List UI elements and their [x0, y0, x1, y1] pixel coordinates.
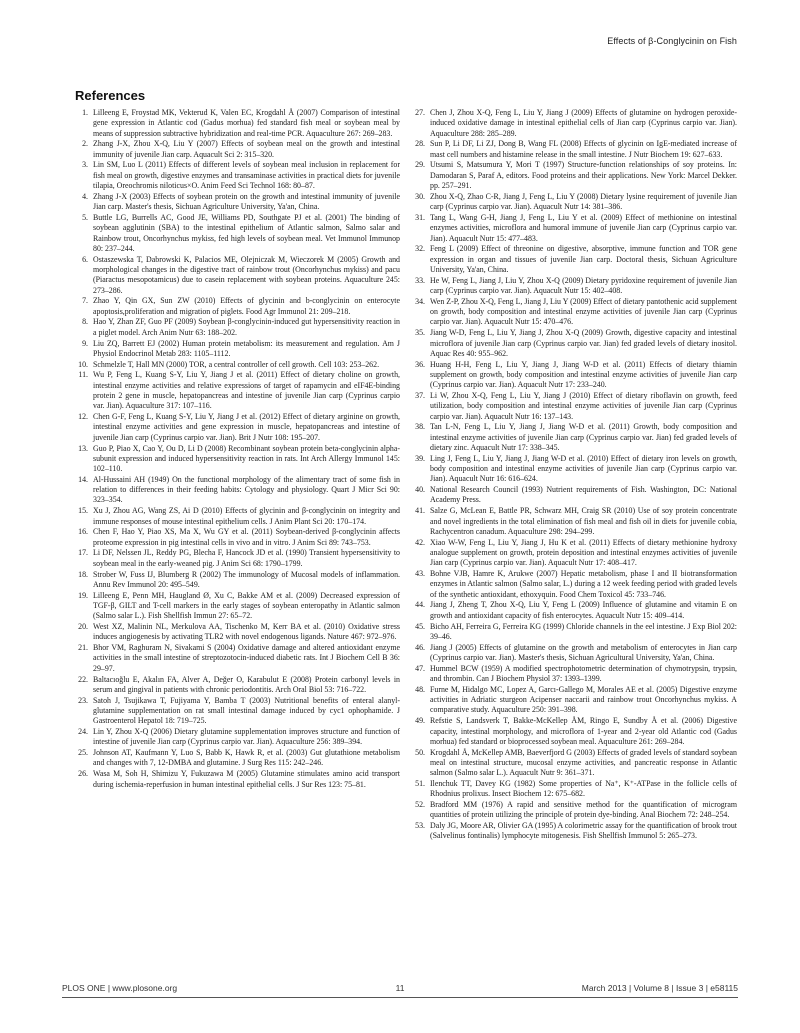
reference-item	[75, 444, 400, 475]
reference-number: 40.	[415, 485, 425, 495]
reference-item	[412, 716, 737, 747]
reference-item	[412, 160, 737, 191]
reference-number: 36.	[415, 359, 425, 369]
reference-item	[75, 108, 400, 139]
reference-number: 35.	[415, 328, 425, 338]
reference-item	[75, 296, 400, 317]
reference-text: Li DF, Nelssen JL, Reddy PG, Blecha F, Hancock JD et al. (1990) Transient hypersensitivity to soybean meal in the early-weaned pig. J Anim Sci 68: 1790–1799.	[93, 548, 400, 568]
reference-text: Wu P, Feng L, Kuang S-Y, Liu Y, Jiang J et al. (2011) Effect of dietary choline on growth, intestinal enzyme activities and relative expressions of target of rapamycin and eIF4E-binding protein 2 gene in muscle, hepatopancreas and intestine of juvenile Jian carp (Cyprinus carpio var. Jian). Aquaculture 317: 107–116.	[93, 370, 400, 411]
reference-number: 46.	[415, 642, 425, 652]
reference-item	[75, 591, 400, 622]
reference-number: 29.	[415, 160, 425, 170]
reference-text: Feng L (2009) Effect of threonine on digestive, absorptive, immune function and TOR gene expression in organ and tissues of juvenile Jian carp. Doctoral thesis, Sichuan Agriculture University, Ya'an, China.	[430, 244, 737, 274]
reference-text: Xu J, Zhou AG, Wang ZS, Ai D (2010) Effects of glycinin and β-conglycinin on integrity and immune responses of mouse intestinal epithelium cells. J Anim Plant Sci 20: 170–174.	[93, 506, 400, 526]
reference-number: 2.	[82, 139, 88, 149]
reference-text: Sun P, Li DF, Li ZJ, Dong B, Wang FL (2008) Effects of glycinin on IgE-mediated increase of mast cell numbers and histamine release in the small intestine. J Nutr Biochem 19: 627–633.	[430, 139, 737, 159]
reference-number: 6.	[82, 254, 88, 264]
reference-item	[412, 622, 737, 643]
reference-item	[75, 317, 400, 338]
reference-item	[412, 821, 737, 842]
reference-text: Chen F, Hao Y, Piao XS, Ma X, Wu GY et al. (2011) Soybean-derived β-conglycinin affects proteome expression in pig intestinal cells in vivo and in vitro. J Anim Sci 89: 743–753.	[93, 527, 400, 547]
reference-item	[412, 276, 737, 297]
reference-item	[412, 664, 737, 685]
reference-number: 52.	[415, 800, 425, 810]
reference-item	[75, 727, 400, 748]
reference-number: 15.	[78, 506, 88, 516]
reference-item	[412, 297, 737, 328]
reference-item	[412, 422, 737, 453]
reference-text: Salze G, McLean E, Battle PR, Schwarz MH, Craig SR (2010) Use of soy protein concentrate and novel ingredients in the total elimination of fish meal and fish oil in diets for juvenile cobia, Rachycentron canadum. Aquaculture 298: 294–299.	[430, 506, 737, 536]
reference-item	[75, 160, 400, 191]
reference-text: Jiang J, Zheng T, Zhou X-Q, Liu Y, Feng L (2009) Influence of glutamine and vitamin E on growth and antioxidant capacity of fish enterocytes. Aquacult Nutr 15: 409–414.	[430, 600, 737, 620]
reference-number: 19.	[78, 590, 88, 600]
reference-item	[412, 779, 737, 800]
reference-text: West XZ, Malinin NL, Merkulova AA, Tischenko M, Kerr BA et al. (2010) Oxidative stress induces angiogenesis by activating TLR2 with novel endogenous ligands. Nature 467: 972–976.	[93, 622, 400, 642]
reference-text: Zhang J-X (2003) Effects of soybean protein on the growth and intestinal immunity of juvenile Jian carp. Master's thesis, Sichuan Agriculture University, Ya'an, China.	[93, 191, 400, 212]
reference-number: 39.	[415, 453, 425, 463]
reference-item	[412, 139, 737, 160]
reference-text: Baltacıoğlu E, Akalın FA, Alver A, Değer O, Karabulut E (2008) Protein carbonyl levels in serum and gingival in patients with chronic periodontitis. Arch Oral Biol 53: 716–722.	[93, 674, 400, 694]
reference-number: 8.	[82, 317, 88, 327]
reference-item	[75, 412, 400, 443]
reference-text: Ling J, Feng L, Liu Y, Jiang J, Jiang W-D et al. (2010) Effect of dietary iron levels on growth, body composition and intestinal enzyme activities of juvenile Jian carp (Cyprinus carpio var. Jian). Aquacult Nutr 16: 616–624.	[430, 453, 737, 484]
reference-text: Daly JG, Moore AR, Olivier GA (1995) A colorimetric assay for the quantification of brook trout (Salvelinus fontinalis) lymphocyte mitogenesis. Fish Shellfish Immunol 5: 265–273.	[430, 821, 737, 841]
section-title: References	[75, 88, 146, 103]
reference-item	[75, 506, 400, 527]
reference-text: Liu ZQ, Barrett EJ (2002) Human protein metabolism: its measurement and regulation. Am J Physiol Endocrinol Metab 283: 1105–1112.	[93, 338, 400, 358]
reference-text: Tang L, Wang G-H, Jiang J, Feng L, Liu Y et al. (2009) Effect of methionine on intestinal enzymes activities, microflora and humoral immune of juvenile Jian carp (Cyprinus carpio var. Jian). Aquacult Nutr 15: 477–483.	[430, 212, 737, 243]
reference-text: Tan L-N, Feng L, Liu Y, Jiang J, Jiang W-D et al. (2011) Growth, body composition and intestinal enzyme activities of juvenile Jian carp (Cyprinus carpio var. Jian) fed graded levels of dietary zinc. Aquacult Nutr 17: 338–345.	[430, 422, 737, 452]
reference-item	[412, 569, 737, 600]
reference-number: 45.	[415, 621, 425, 631]
reference-item	[412, 643, 737, 664]
reference-text: Guo P, Piao X, Cao Y, Ou D, Li D (2008) Recombinant soybean protein beta-conglycinin alpha-subunit expression and induced hypersensitivity reaction in rats. Int Arch Allergy Immunol 145: 102–110.	[93, 443, 400, 474]
footer-journal: PLOS ONE | www.plosone.org	[62, 983, 178, 993]
reference-text: Schmelzle T, Hall MN (2000) TOR, a central controller of cell growth. Cell 103: 253–262.	[93, 359, 380, 369]
reference-number: 21.	[78, 643, 88, 653]
reference-item	[412, 328, 737, 359]
reference-number: 33.	[415, 275, 425, 285]
reference-item	[75, 370, 400, 411]
reference-number: 44.	[415, 600, 425, 610]
reference-number: 41.	[415, 506, 425, 516]
reference-text: He W, Feng L, Jiang J, Liu Y, Zhou X-Q (2009) Dietary pyridoxine requirement of juvenile Jian carp (Cyprinus carpio var. Jian). Aquacult Nutr 15: 402–408.	[430, 275, 737, 296]
reference-text: Hao Y, Zhan ZF, Guo PF (2009) Soybean β-conglycinin-induced gut hypersensitivity reaction in a piglet model. Arch Anim Nutr 63: 188–202.	[93, 317, 400, 337]
reference-number: 47.	[415, 663, 425, 673]
reference-item	[75, 622, 400, 643]
reference-text: Utsumi S, Matsumura Y, Mori T (1997) Structure-function relationships of soy proteins. In: Damodaran S, Paraf A, editors. Food proteins and their applications. New York: Marcel Dekker. pp. 257–291.	[430, 160, 737, 191]
footer-issue-info: March 2013 | Volume 8 | Issue 3 | e58115	[581, 983, 739, 993]
reference-number: 18.	[78, 569, 88, 579]
reference-item	[75, 643, 400, 674]
running-title: Effects of β-Conglycinin on Fish	[607, 36, 737, 46]
reference-item	[75, 748, 400, 769]
reference-item	[412, 360, 737, 391]
reference-item	[75, 675, 400, 696]
reference-number: 17.	[78, 548, 88, 558]
reference-text: Bicho AH, Ferreira G, Ferreira KG (1999) Chloride channels in the eel intestine. J Exp Biol 202: 39–46.	[430, 621, 737, 641]
reference-number: 4.	[82, 191, 88, 201]
reference-number: 20.	[78, 622, 88, 632]
reference-text: Chen J, Zhou X-Q, Feng L, Liu Y, Jiang J (2009) Effects of glutamine on hydrogen peroxide-induced oxidative damage in intestinal epithelial cells of Jian carp (Cyprinus carpio var. Jian). Aquaculture 288: 285–289.	[430, 108, 737, 138]
reference-number: 14.	[78, 474, 88, 484]
reference-text: Bradford MM (1976) A rapid and sensitive method for the quantification of microgram quantities of protein utilizing the principle of protein dye-binding. Anal Biochem 72: 248–254.	[430, 800, 737, 820]
reference-number: 22.	[78, 674, 88, 684]
reference-item	[75, 548, 400, 569]
reference-item	[75, 360, 400, 370]
reference-text: Zhang J-X, Zhou X-Q, Liu Y (2007) Effects of soybean meal on the growth and intestinal immunity of juvenile Jian carp. Aquacult Sci 2: 315–320.	[93, 139, 400, 159]
reference-number: 32.	[415, 244, 425, 254]
reference-text: Wasa M, Soh H, Shimizu Y, Fukuzawa M (2005) Glutamine stimulates amino acid transport during ischemia-reperfusion in human intestinal epithelial cells. J Sur Res 123: 75–81.	[93, 769, 400, 789]
references-column-left	[75, 108, 400, 842]
reference-item	[412, 685, 737, 716]
reference-number: 42.	[415, 537, 425, 547]
reference-number: 37.	[415, 391, 425, 401]
reference-number: 53.	[415, 821, 425, 831]
reference-number: 43.	[415, 569, 425, 579]
reference-text: Al-Hussaini AH (1949) On the functional morphology of the alimentary tract of some fish in relation to differences in their feeding habits: Cytology and physiology. Quart J Micr Sci 90: 323–354.	[93, 474, 400, 505]
reference-number: 16.	[78, 527, 88, 537]
reference-text: Satoh J, Tsujikawa T, Fujiyama Y, Bamba T (2003) Nutritional benefits of enteral alanyl-glutamine supplementation on rat small intestinal damage induced by cyc1 ophophamide. J Gastroenterol Hepatol 18: 719–725.	[93, 695, 400, 726]
reference-number: 48.	[415, 684, 425, 694]
reference-number: 5.	[82, 212, 88, 222]
reference-item	[412, 244, 737, 275]
reference-item	[75, 475, 400, 506]
reference-item	[75, 213, 400, 254]
reference-text: National Research Council (1993) Nutrient requirements of Fish. Washington, DC: National Academy Press.	[430, 485, 737, 505]
reference-text: Zhou X-Q, Zhao C-R, Jiang J, Feng L, Liu Y (2008) Dietary lysine requirement of juvenile Jian carp (Cyprinus carpio var. Jian). Aquacult Nutr 14: 381–386.	[430, 191, 737, 212]
footer-page-number: 11	[395, 983, 405, 993]
reference-text: Ilenchuk TT, Davey KG (1982) Some properties of Na⁺, K⁺-ATPase in the follicle cells of Rhodnius prolixus. Insect Biochem 12: 675–682.	[430, 779, 737, 799]
reference-text: Strober W, Fuss IJ, Blumberg R (2002) The immunology of Mucosal models of inflammation. Annu Rev Immunol 20: 495–549.	[93, 569, 400, 589]
reference-number: 49.	[415, 716, 425, 726]
reference-number: 38.	[415, 422, 425, 432]
reference-number: 31.	[415, 212, 425, 222]
reference-number: 9.	[82, 338, 88, 348]
reference-text: Ostaszewska T, Dabrowski K, Palacios ME, Olejniczak M, Wieczorek M (2005) Growth and morphological changes in the digestive tract of rainbow trout (Oncorhynchus mykiss) and pacu (Piaractus mesopotamicus) due to casein replacement with soybean proteins. Aquaculture 245: 273–286.	[93, 254, 400, 295]
reference-number: 34.	[415, 296, 425, 306]
page-footer	[62, 983, 738, 998]
reference-number: 7.	[82, 296, 88, 306]
reference-item	[412, 485, 737, 506]
references-column-right	[412, 108, 737, 842]
reference-number: 12.	[78, 412, 88, 422]
reference-text: Hummel BCW (1959) A modified spectrophotometric determination of chymotrypsin, trypsin, and thrombin. Can J Biochem Physiol 37: 1393–1399.	[430, 663, 737, 684]
reference-text: Lilleeng E, Froystad MK, Vekterud K, Valen EC, Krogdahl Å (2007) Comparison of intestinal gene expression in Atlantic cod (Gadus morhua) fed standard fish meal or soybean meal by means of suppression subtractive hybridization and real-time PCR. Aquaculture 267: 269–283.	[93, 108, 400, 138]
reference-item	[412, 192, 737, 213]
reference-number: 51.	[415, 779, 425, 788]
reference-item	[75, 339, 400, 360]
reference-item	[412, 108, 737, 139]
reference-number: 24.	[78, 727, 88, 737]
reference-text: Wen Z-P, Zhou X-Q, Feng L, Jiang J, Liu Y (2009) Effect of dietary pantothenic acid supplement on growth, body composition and intestinal enzyme activities of juvenile Jian carp (Cyprinus carpio var. Jian). Aquacult Nutr 15: 470–476.	[430, 296, 737, 327]
reference-item	[412, 454, 737, 485]
reference-number: 1.	[82, 108, 88, 117]
reference-text: Li W, Zhou X-Q, Feng L, Liu Y, Jiang J (2010) Effect of dietary riboflavin on growth, feed utilization, body composition and intestinal enzyme activities of juvenile Jian carp (Cyprinus carpio var. Jian). Aquacult Nutr 16: 137–143.	[430, 391, 737, 421]
reference-number: 11.	[78, 370, 88, 380]
reference-text: Lin Y, Zhou X-Q (2006) Dietary glutamine supplementation improves structure and function of intestine of juvenile Jian carp (Cyprinus carpio var. Jian). Aquaculture 256: 389–394.	[93, 727, 400, 747]
reference-number: 28.	[415, 139, 425, 149]
reference-number: 25.	[78, 748, 88, 758]
reference-item	[75, 139, 400, 160]
reference-text: Huang H-H, Feng L, Liu Y, Jiang J, Jiang W-D et al. (2011) Effects of dietary thiamin supplement on growth, body composition and intestinal enzyme activities of juvenile Jian carp (Cyprinus carpio var. Jian). Aquacult Nutr 17: 233–240.	[430, 359, 737, 390]
reference-number: 3.	[82, 160, 88, 170]
reference-item	[412, 391, 737, 422]
reference-text: Xiao W-W, Feng L, Liu Y, Jiang J, Hu K et al. (2011) Effects of dietary methionine hydroxy analogue supplement on growth, protein deposition and intestinal enzymes activities of juvenile Jian carp (Cyprinus carpio var. Jian). Aquacult Nutr 17: 408–417.	[430, 537, 737, 568]
reference-text: Furne M, Hidalgo MC, Lopez A, Garcı-Gallego M, Morales AE et al. (2005) Digestive enzyme activities in Adriatic sturgeon Acipenser naccarii and rainbow trout Oncorhynchus mykiss. A comparative study. Aquaculture 250: 391–398.	[430, 684, 737, 715]
references-columns	[75, 108, 737, 842]
reference-item	[412, 748, 737, 779]
reference-item	[412, 800, 737, 821]
reference-item	[412, 600, 737, 621]
reference-number: 10.	[78, 359, 88, 369]
reference-text: Buttle LG, Burrells AC, Good JE, Williams PD, Southgate PJ et al. (2001) The binding of soybean agglutinin (SBA) to the intestinal epithelium of Atlantic salmon, Salmo salar and Rainbow trout, Oncorhynchus mykiss, fed high levels of soybean meal. Vet Immunol Immunop 80: 237–244.	[93, 212, 400, 253]
reference-number: 27.	[415, 108, 425, 117]
reference-item	[75, 192, 400, 213]
reference-text: Refstie S, Landsverk T, Bakke-McKellep ÅM, Ringo E, Sundby Å et al. (2006) Digestive capacity, intestinal morphology, and microflora of 1-year and 2-year old Atlantic cod (Gadus morhua) fed standard or bioprocessed soybean meal. Aquaculture 261: 269–284.	[430, 716, 737, 746]
reference-number: 30.	[415, 191, 425, 201]
reference-text: Jiang W-D, Feng L, Liu Y, Jiang J, Zhou X-Q (2009) Growth, digestive capacity and intestinal microflora of juvenile Jian carp (Cyprinus carpio var. Jian) fed graded levels of dietary inositol. Aquac Res 40: 955–962.	[430, 328, 737, 358]
reference-number: 13.	[78, 443, 88, 453]
reference-text: Lin SM, Luo L (2011) Effects of different levels of soybean meal inclusion in replacement for fish meal on growth, digestive enzymes and transaminase activities in practical diets for juvenile tilapia, Oreochromis niloticus×O. Anim Feed Sci Technol 168: 80–87.	[93, 160, 400, 191]
reference-item	[75, 769, 400, 790]
reference-number: 26.	[78, 769, 88, 779]
reference-text: Johnson AT, Kaufmann Y, Luo S, Babb K, Hawk R, et al. (2003) Gut glutathione metabolism and changes with 7, 12-DMBA and glutamine. J Surg Res 115: 242–246.	[93, 748, 400, 768]
reference-item	[75, 527, 400, 548]
reference-item	[412, 213, 737, 244]
reference-item	[412, 538, 737, 569]
reference-text: Krogdahl Å, McKellep AMB, Baeverfjord G (2003) Effects of graded levels of standard soybean meal on intestinal structure, mucosal enzyme activities, and pancreatic response in Atlantic salmon (Salmo salar L.). Aquacult Nutr 9: 361–371.	[430, 747, 737, 778]
reference-text: Chen G-F, Feng L, Kuang S-Y, Liu Y, Jiang J et al. (2012) Effect of dietary arginine on growth, intestinal enzyme activities and gene expression in muscle, hepatopancreas and intestine of juvenile Jian carp (Cyprinus carpio var. Jian). Brit J Nutr 108: 195–207.	[93, 412, 400, 442]
reference-number: 23.	[78, 695, 88, 705]
reference-item	[75, 570, 400, 591]
reference-item	[75, 696, 400, 727]
reference-text: Jiang J (2005) Effects of glutamine on the growth and metabolism of enterocytes in Jian carp (Cyprinus carpio var. Jian). Master's thesis, Sichuan Agricultural University, Ya'an, China.	[430, 642, 737, 662]
reference-number: 50.	[415, 747, 425, 757]
reference-text: Lilleeng E, Penn MH, Haugland Ø, Xu C, Bakke AM et al. (2009) Decreased expression of TGF-β, GILT and T-cell markers in the early stages of soybean enteropathy in Atlantic salmon (Salmo salar L.). Fish Shellfish Immun 27: 65–72.	[93, 590, 400, 621]
reference-item	[75, 255, 400, 296]
reference-text: Bhor VM, Raghuram N, Sivakami S (2004) Oxidative damage and altered antioxidant enzyme activities in the small intestine of streptozotocin-induced diabetic rats. Int J Biochem Cell B 36: 29–97.	[93, 643, 400, 673]
reference-item	[412, 506, 737, 537]
reference-text: Bohne VJB, Hamre K, Arukwe (2007) Hepatic metabolism, phase I and II biotransformation enzymes in Atlantic salmon (Salmo salar, L.) during a 12 week feeding period with graded levels of the synthetic antioxidant, ethoxyquin. Food Chem Toxicol 45: 733–746.	[430, 569, 737, 599]
reference-text: Zhao Y, Qin GX, Sun ZW (2010) Effects of glycinin and b-conglycinin on enterocyte apoptosis,proliferation and migration of piglets. Food Agr Immunol 21: 209–218.	[93, 296, 400, 316]
